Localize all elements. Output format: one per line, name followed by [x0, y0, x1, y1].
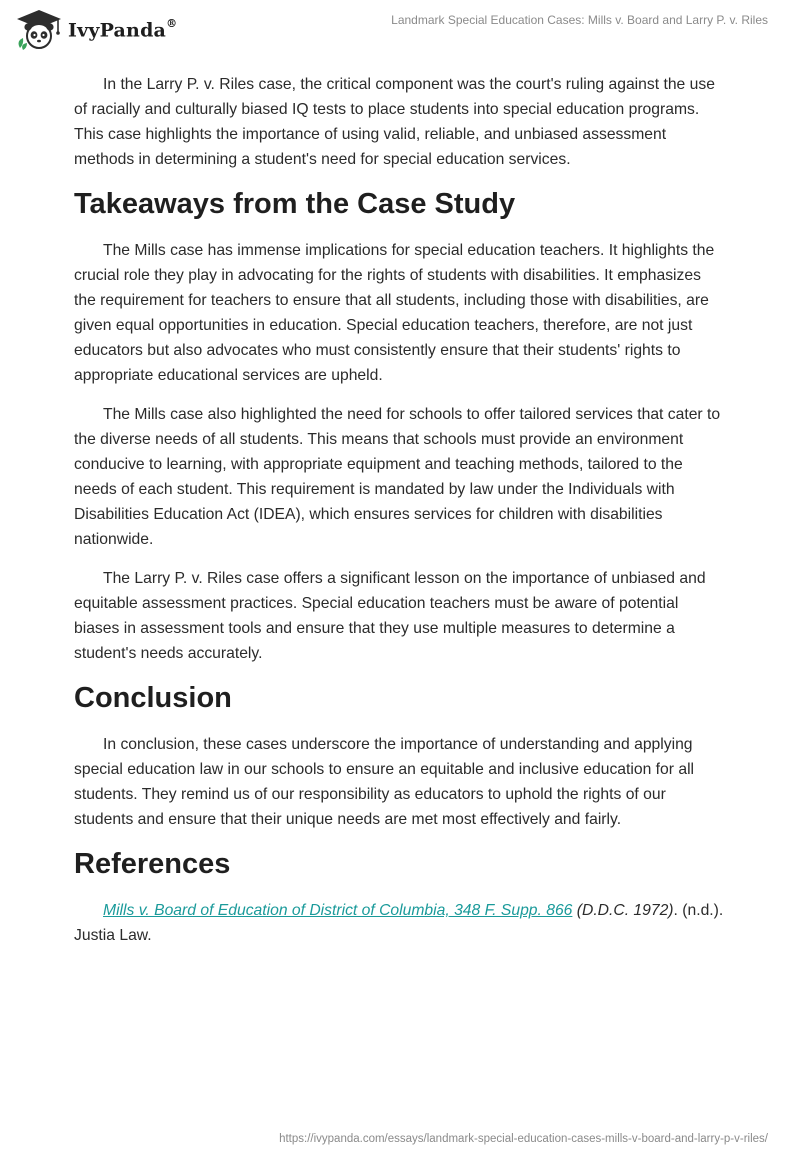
reference-trailing-text: . (n.d.). Justia Law. [74, 902, 724, 944]
reference-link[interactable]: Mills v. Board of Education of District of Columbia, 348 F. Supp. 866 [103, 902, 573, 919]
takeaways-paragraph-3: The Larry P. v. Riles case offers a significant lesson on the importance of unbiased and equitable assessment practices. Special education teachers must be aware of potential biases in assessment tools and ensure that they use multiple measures to determine a student's needs accurately. [74, 570, 706, 662]
intro-paragraph: In the Larry P. v. Riles case, the critical component was the court's ruling against the use of racially and culturally biased IQ tests to place students into special education programs. This case highlights the importance of using valid, reliable, and unbiased assessment methods in determining a student's need for special education services. [74, 76, 715, 168]
reference-court: (D.D.C. 1972) [576, 902, 674, 919]
references-heading: References [74, 848, 231, 880]
conclusion-paragraph: In conclusion, these cases underscore the importance of understanding and applying special education law in our schools to ensure an equitable and inclusive education for all students. They remind us of our responsibility as educators to uphold the rights of our students and ensure that their unique needs are met most effectively and fairly. [74, 736, 695, 828]
brand-name: IvyPanda® [68, 16, 178, 42]
takeaways-heading: Takeaways from the Case Study [74, 188, 516, 220]
conclusion-heading: Conclusion [74, 682, 232, 714]
page-header [0, 0, 800, 60]
running-title: Landmark Special Education Cases: Mills v. Board and Larry P. v. Riles [391, 13, 768, 27]
ivypanda-logo[interactable] [14, 8, 177, 52]
takeaways-paragraph-1: The Mills case has immense implications for special education teachers. It highlights the crucial role they play in advocating for the rights of students with disabilities. It emphasizes the requirement for teachers to ensure that all students, including those with disabilities, are given equal opportunities in education. Special education teachers, therefore, are not just educators but also advocates who must consistently ensure that their students' rights to appropriate educational services are upheld. [74, 242, 715, 384]
registered-mark: ® [166, 16, 178, 30]
footer-url: https://ivypanda.com/essays/landmark-special-education-cases-mills-v-board-and-larry-p-v-riles/ [279, 1133, 768, 1145]
takeaways-paragraph-2: The Mills case also highlighted the need for schools to offer tailored services that cater to the diverse needs of all students. This means that schools must provide an environment conducive to learning, with appropriate equipment and teaching methods, tailored to the needs of each student. This requirement is mandated by law under the Individuals with Disabilities Education Act (IDEA), which ensures services for children with disabilities nationwide. [74, 406, 721, 548]
essay-content [74, 72, 726, 948]
reference-entry [74, 898, 726, 948]
panda-graduation-cap-icon [14, 8, 64, 52]
